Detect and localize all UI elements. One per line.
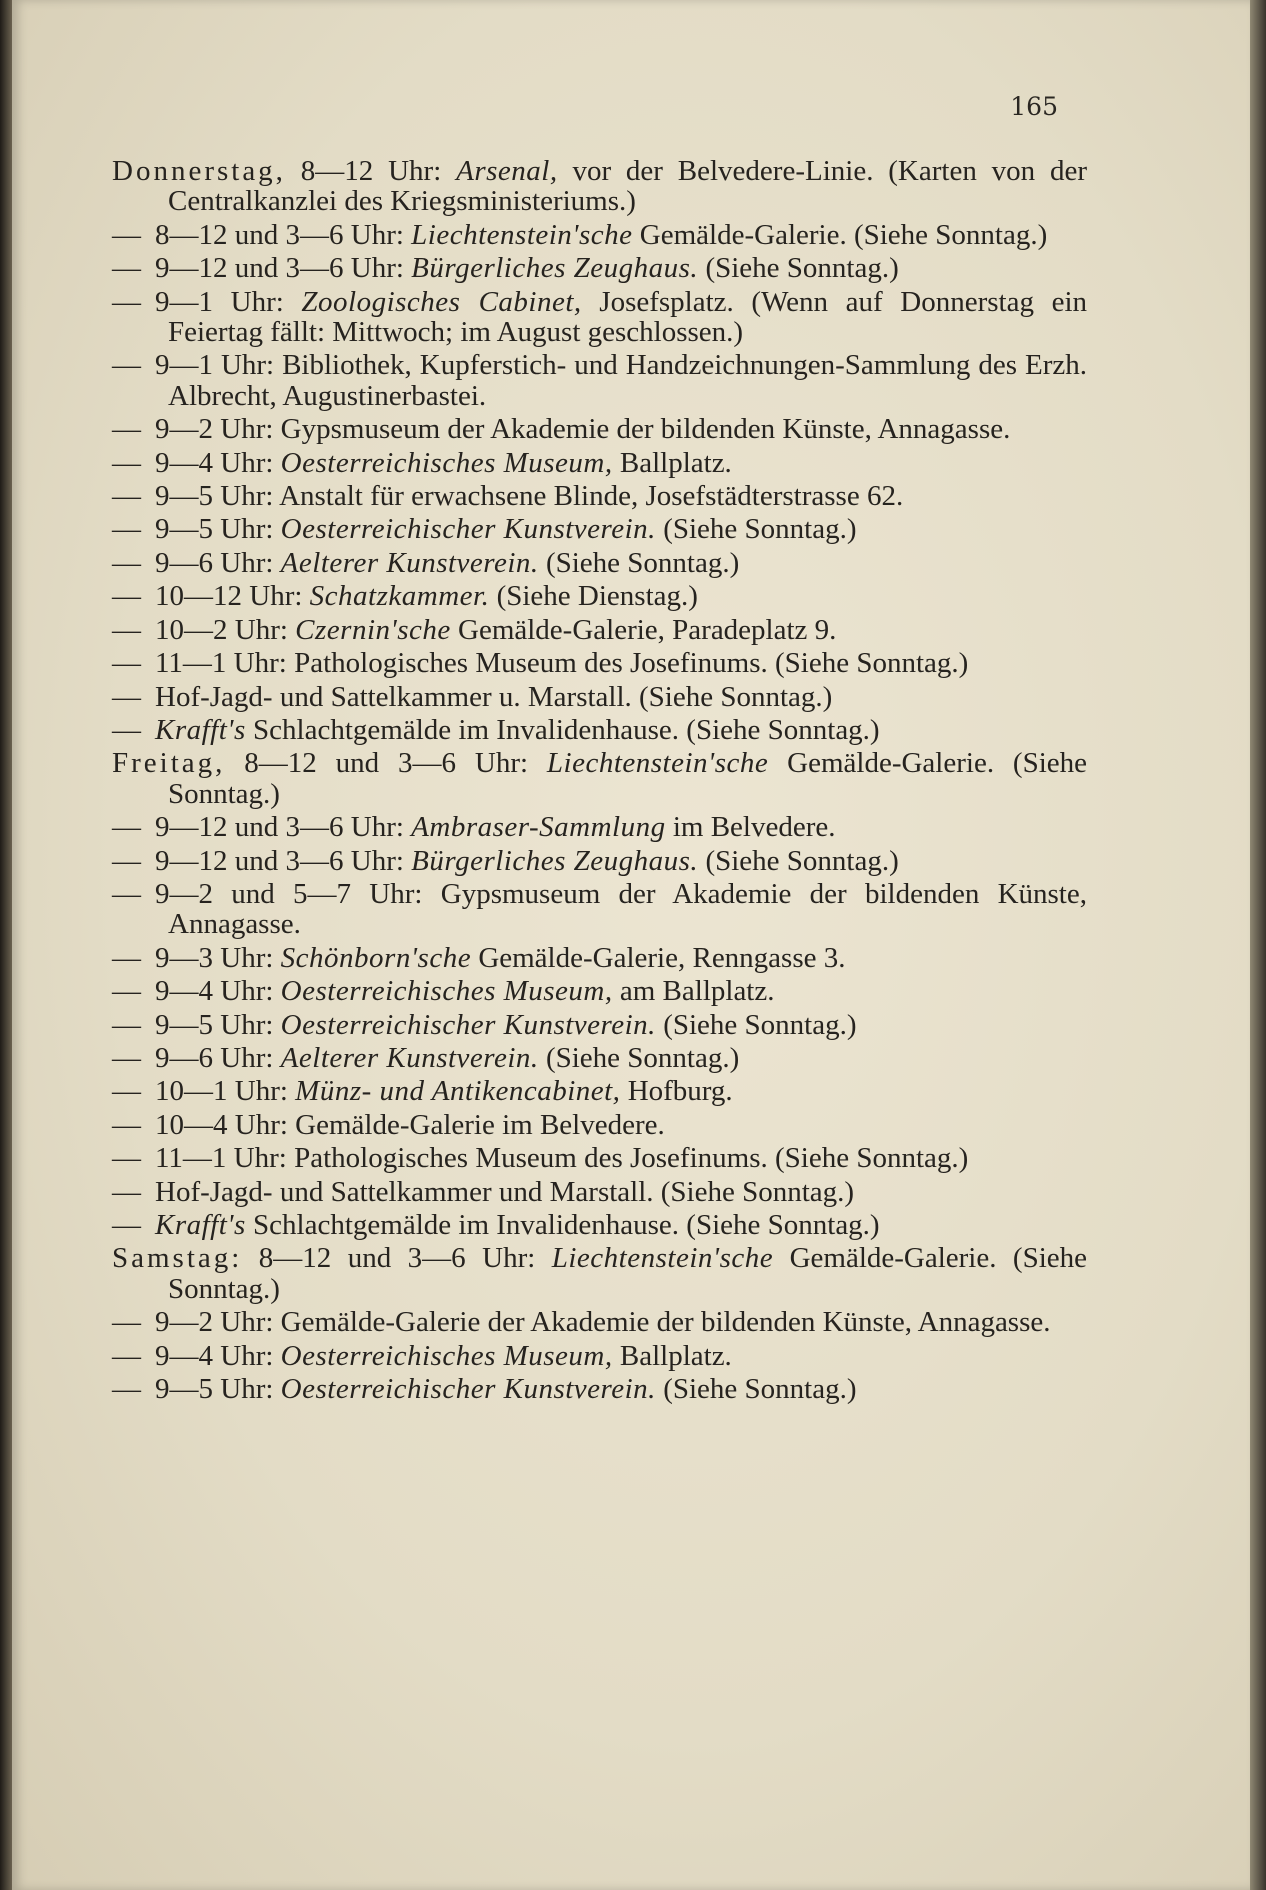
- schedule-entry: [112, 1374, 1087, 1404]
- opening-hours: 9—5 Uhr:: [155, 1373, 274, 1406]
- ditto-dash: —: [112, 446, 141, 479]
- institution-name: Oesterreichisches Museum,: [280, 446, 613, 479]
- entry-details: Gypsmuseum der Akademie der bildenden Künste, Annagasse.: [168, 877, 1087, 941]
- opening-hours: 10—2 Uhr:: [155, 613, 288, 646]
- ditto-dash: —: [112, 1373, 141, 1406]
- ditto-dash: —: [112, 513, 141, 546]
- opening-hours: 9—2 Uhr:: [155, 413, 274, 446]
- binding-gutter: [0, 0, 12, 1890]
- institution-name: Zoologisches Cabinet,: [301, 285, 582, 318]
- schedule-entry: [112, 1341, 1087, 1371]
- ditto-dash: —: [112, 1142, 141, 1175]
- schedule-entry: [112, 1110, 1087, 1140]
- entry-details: Pathologisches Museum des Josefinums. (Siehe Sonntag.): [294, 647, 969, 680]
- page-body: [112, 156, 1087, 1407]
- entry-details: Gemälde-Galerie, Renngasse 3.: [478, 941, 846, 974]
- entry-details: Anstalt für erwachsene Blinde, Josefstädterstrasse 62.: [279, 480, 904, 513]
- ditto-dash: —: [112, 680, 141, 713]
- ditto-dash: —: [112, 844, 141, 877]
- entry-details: (Siehe Sonntag.): [663, 513, 857, 546]
- institution-name: Liechtenstein'sche: [551, 1242, 774, 1275]
- opening-hours: 8—12 und 3—6 Uhr:: [258, 1242, 536, 1275]
- opening-hours: 9—5 Uhr:: [155, 513, 274, 546]
- schedule-entry: [112, 1143, 1087, 1173]
- entry-details: Ballplatz.: [619, 1339, 732, 1372]
- opening-hours: 10—4 Uhr:: [155, 1108, 288, 1141]
- opening-hours: 10—12 Uhr:: [155, 580, 303, 613]
- institution-name: Münz- und Antikencabinet,: [295, 1075, 621, 1108]
- institution-name: Liechtenstein'sche: [546, 747, 769, 780]
- schedule-entry: [112, 879, 1087, 940]
- entry-details: Schlachtgemälde im Invalidenhause. (Siehe Sonntag.): [253, 713, 880, 746]
- day-name: Samstag:: [112, 1242, 243, 1275]
- day-name: Donnerstag,: [112, 155, 286, 187]
- institution-name: Oesterreichischer Kunstverein.: [280, 513, 656, 546]
- entry-details: Schlachtgemälde im Invalidenhause. (Siehe Sonntag.): [253, 1209, 880, 1241]
- entry-details: Gemälde-Galerie im Belvedere.: [295, 1108, 665, 1141]
- ditto-dash: —: [112, 1041, 141, 1074]
- opening-hours: 9—5 Uhr:: [155, 480, 274, 513]
- institution-name: Schönborn'sche: [280, 941, 472, 974]
- day-entry: [112, 748, 1087, 809]
- opening-hours: 9—12 und 3—6 Uhr:: [155, 252, 404, 285]
- schedule-entry: [112, 1210, 1087, 1240]
- schedule-entry: [112, 1307, 1087, 1337]
- entry-details: (Siehe Dienstag.): [496, 580, 698, 613]
- institution-name: Aelterer Kunstverein.: [280, 546, 539, 579]
- institution-name: Oesterreichisches Museum,: [280, 1339, 613, 1372]
- institution-name: Oesterreichischer Kunstverein.: [280, 1373, 656, 1406]
- schedule-entry: [112, 846, 1087, 876]
- page-edge: [1250, 0, 1266, 1890]
- schedule-entry: [112, 943, 1087, 973]
- ditto-dash: —: [112, 811, 141, 844]
- opening-hours: 9—6 Uhr:: [155, 546, 274, 579]
- day-name: Freitag,: [112, 747, 226, 780]
- opening-hours: 9—1 Uhr:: [155, 349, 275, 382]
- schedule-entry: [112, 220, 1087, 250]
- entry-details: Ballplatz.: [619, 446, 732, 479]
- entry-details: (Siehe Sonntag.): [663, 1373, 857, 1406]
- schedule-entry: [112, 253, 1087, 283]
- ditto-dash: —: [112, 218, 141, 251]
- entry-details: Pathologisches Museum des Josefinums. (Siehe Sonntag.): [294, 1142, 969, 1175]
- opening-hours: 11—1 Uhr:: [155, 647, 287, 680]
- schedule-entry: [112, 448, 1087, 478]
- ditto-dash: —: [112, 975, 141, 1008]
- entry-details: (Siehe Sonntag.): [663, 1008, 857, 1041]
- entry-details: (Siehe Sonntag.): [705, 252, 899, 285]
- entry-details: im Belvedere.: [672, 811, 836, 844]
- entry-details: (Siehe Sonntag.): [545, 1041, 740, 1074]
- schedule-entry: [112, 581, 1087, 611]
- institution-name: Bürgerliches Zeughaus.: [411, 844, 699, 877]
- institution-name: Schatzkammer.: [309, 580, 490, 613]
- ditto-dash: —: [112, 1008, 141, 1041]
- institution-name: Czernin'sche: [295, 613, 451, 646]
- institution-name: Oesterreichisches Museum,: [280, 975, 613, 1008]
- ditto-dash: —: [112, 546, 141, 579]
- opening-hours: 9—4 Uhr:: [155, 1339, 274, 1372]
- opening-hours: 8—12 und 3—6 Uhr:: [244, 747, 529, 780]
- entry-details: Gemälde-Galerie. (Siehe Sonntag.): [168, 1242, 1088, 1305]
- opening-hours: 9—3 Uhr:: [155, 941, 274, 974]
- schedule-entry: [112, 1076, 1087, 1106]
- ditto-dash: —: [112, 713, 141, 746]
- ditto-dash: —: [112, 941, 141, 974]
- ditto-dash: —: [112, 1075, 141, 1108]
- institution-name: Bürgerliches Zeughaus.: [411, 252, 699, 285]
- ditto-dash: —: [112, 1175, 141, 1208]
- schedule-entry: [112, 715, 1087, 745]
- ditto-dash: —: [112, 1306, 141, 1339]
- schedule-entry: [112, 1177, 1087, 1207]
- entry-details: Gemälde-Galerie. (Siehe Sonntag.): [639, 218, 1048, 251]
- ditto-dash: —: [112, 877, 141, 910]
- schedule-entry: [112, 615, 1087, 645]
- entry-details: Gemälde-Galerie, Paradeplatz 9.: [458, 613, 837, 646]
- ditto-dash: —: [112, 1108, 141, 1141]
- page: [12, 0, 1250, 1890]
- entry-details: Gemälde-Galerie. (Siehe Sonntag.): [168, 747, 1088, 810]
- schedule-entry: [112, 287, 1087, 348]
- schedule-entry: [112, 548, 1087, 578]
- schedule-entry: [112, 514, 1087, 544]
- opening-hours: 9—6 Uhr:: [155, 1041, 274, 1074]
- ditto-dash: —: [112, 349, 141, 382]
- schedule-entry: [112, 414, 1087, 444]
- ditto-dash: —: [112, 613, 141, 646]
- opening-hours: 8—12 Uhr:: [300, 155, 442, 187]
- day-entry: [112, 1243, 1087, 1304]
- schedule-entry: [112, 1043, 1087, 1073]
- entry-details: Gemälde-Galerie der Akademie der bildenden Künste, Annagasse.: [280, 1306, 1051, 1339]
- schedule-entry: [112, 682, 1087, 712]
- ditto-dash: —: [112, 1209, 141, 1241]
- opening-hours: 9—12 und 3—6 Uhr:: [155, 811, 404, 844]
- schedule-entry: [112, 1010, 1087, 1040]
- opening-hours: 8—12 und 3—6 Uhr:: [155, 218, 404, 251]
- entry-details: vor der Belvedere-Linie. (Karten von der Centralkanzlei des Kriegsministeriums.): [168, 155, 1088, 218]
- ditto-dash: —: [112, 413, 141, 446]
- entry-details: Josefsplatz. (Wenn auf Donnerstag ein Feiertag fällt: Mittwoch; im August geschlossen.): [168, 285, 1087, 349]
- entry-details: (Siehe Sonntag.): [545, 546, 740, 579]
- opening-hours: 9—1 Uhr:: [155, 285, 284, 318]
- opening-hours: 9—2 und 5—7 Uhr:: [155, 877, 423, 910]
- schedule-entry: [112, 481, 1087, 511]
- institution-name: Aelterer Kunstverein.: [280, 1041, 539, 1074]
- institution-name: Krafft's: [155, 713, 246, 746]
- institution-name: Arsenal,: [456, 155, 558, 187]
- entry-details: (Siehe Sonntag.): [705, 844, 899, 877]
- opening-hours: 9—4 Uhr:: [155, 446, 274, 479]
- institution-name: Ambraser-Sammlung: [411, 811, 666, 844]
- opening-hours: 9—12 und 3—6 Uhr:: [155, 844, 404, 877]
- entry-details: am Ballplatz.: [619, 975, 775, 1008]
- ditto-dash: —: [112, 647, 141, 680]
- day-entry: [112, 156, 1087, 217]
- schedule-entry: [112, 648, 1087, 678]
- entry-details: Hof-Jagd- und Sattelkammer u. Marstall. (Siehe Sonntag.): [155, 680, 833, 713]
- ditto-dash: —: [112, 285, 141, 318]
- page-number: 165: [1010, 92, 1058, 121]
- ditto-dash: —: [112, 252, 141, 285]
- entry-details: Hofburg.: [627, 1075, 733, 1108]
- institution-name: Krafft's: [155, 1209, 246, 1241]
- opening-hours: 10—1 Uhr:: [155, 1075, 288, 1108]
- opening-hours: 11—1 Uhr:: [155, 1142, 287, 1175]
- schedule-entry: [112, 976, 1087, 1006]
- ditto-dash: —: [112, 1339, 141, 1372]
- entry-details: Hof-Jagd- und Sattelkammer und Marstall. (Siehe Sonntag.): [155, 1175, 855, 1208]
- institution-name: Liechtenstein'sche: [411, 218, 633, 251]
- opening-hours: 9—2 Uhr:: [155, 1306, 274, 1339]
- schedule-entry: [112, 812, 1087, 842]
- entry-details: Gypsmuseum der Akademie der bildenden Künste, Annagasse.: [280, 413, 1011, 446]
- institution-name: Oesterreichischer Kunstverein.: [280, 1008, 656, 1041]
- opening-hours: 9—4 Uhr:: [155, 975, 274, 1008]
- entry-details: Bibliothek, Kupferstich- und Handzeichnungen-Sammlung des Erzh. Albrecht, Augustinerbastei.: [168, 349, 1087, 412]
- opening-hours: 9—5 Uhr:: [155, 1008, 274, 1041]
- ditto-dash: —: [112, 480, 141, 513]
- ditto-dash: —: [112, 580, 141, 613]
- schedule-entry: [112, 350, 1087, 411]
